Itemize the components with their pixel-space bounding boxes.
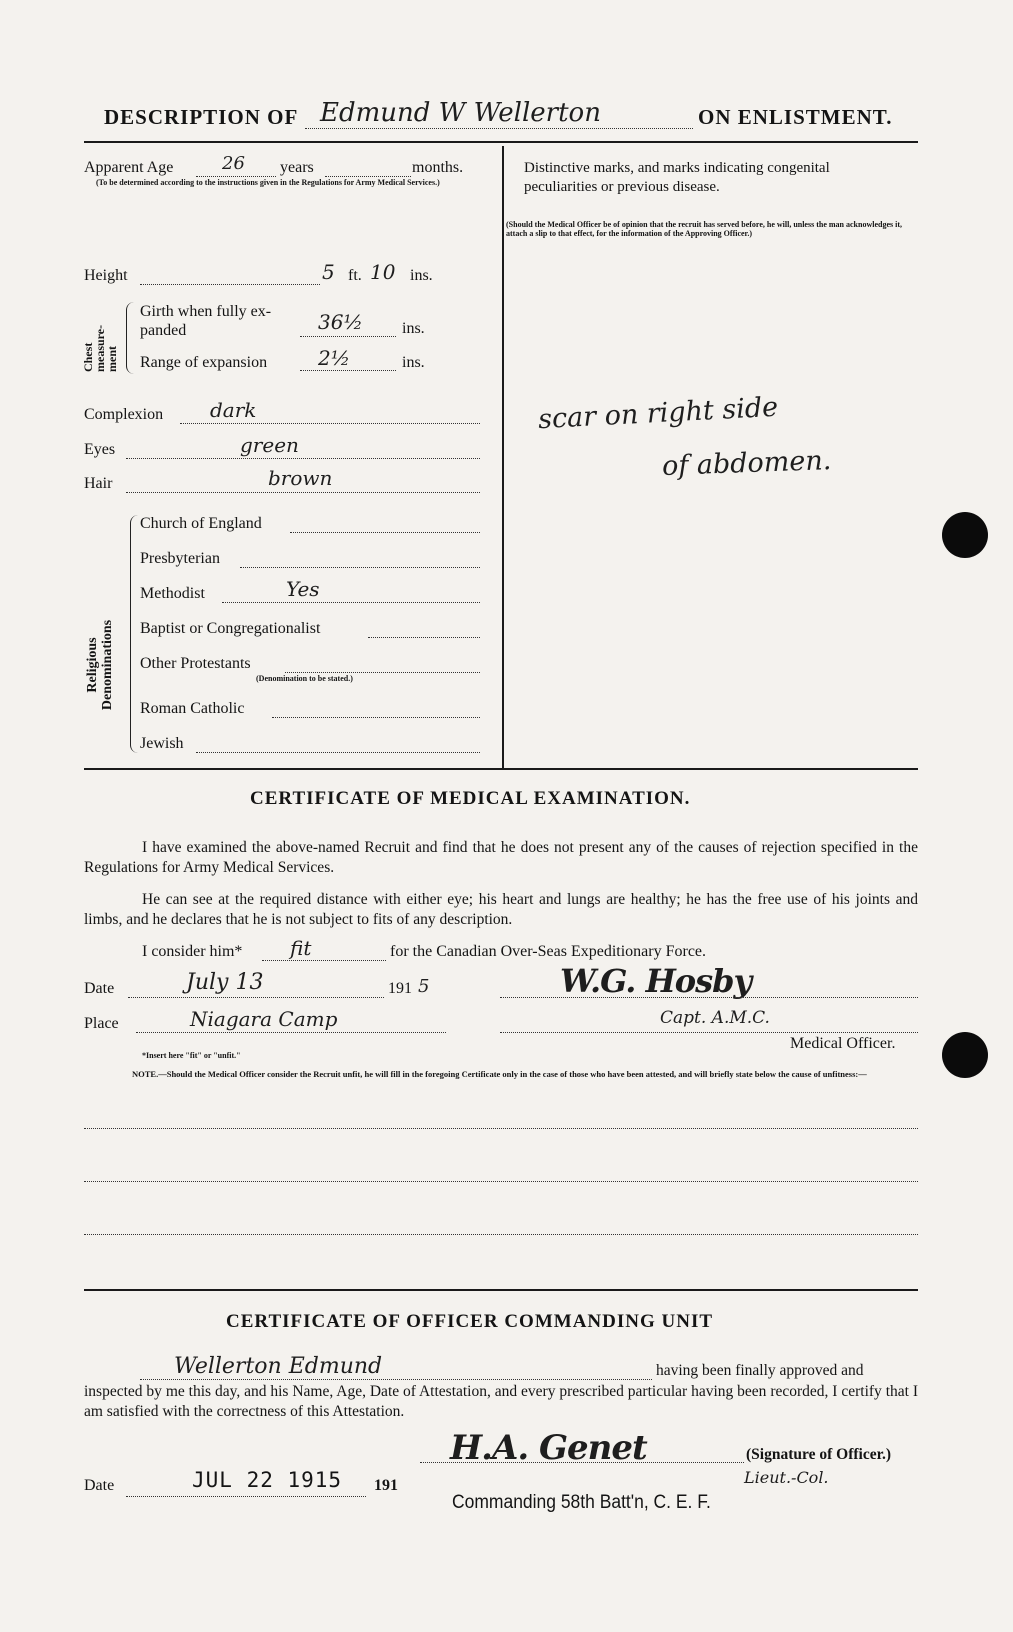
- consider-suffix: for the Canadian Over-Seas Expeditionary Force.: [390, 943, 707, 960]
- height-ft-label: ft.: [348, 267, 362, 284]
- commanding-date-label: Date: [84, 1477, 115, 1494]
- apparent-age-label: Apparent Age: [84, 159, 174, 176]
- insert-note: *Insert here "fit" or "unfit.": [142, 1051, 241, 1060]
- religion-line-4: [368, 637, 480, 638]
- consider-line: [262, 960, 386, 961]
- chest-measurement-label: Chest measure-ment: [81, 324, 119, 372]
- height-line: [140, 284, 320, 285]
- header-recruit-name: Edmund W Wellerton: [320, 98, 601, 128]
- religion-line-6: [272, 717, 480, 718]
- religion-line-5: [285, 672, 480, 673]
- unfitness-line-2: [84, 1181, 918, 1182]
- medical-date-line: [128, 997, 384, 998]
- age-note: (To be determined according to the instructions given in the Regulations for Army Medical Services.): [96, 178, 440, 187]
- medical-officer-label: Medical Officer.: [790, 1035, 896, 1052]
- medical-para1: I have examined the above-named Recruit and find that he does not present any of the causes of rejection specified in the Regulations for Army Medical Services.: [84, 839, 918, 876]
- religion-other-protestants: Other Protestants: [140, 655, 251, 672]
- religion-jewish: Jewish: [140, 735, 184, 752]
- girth-value: 36½: [318, 310, 363, 334]
- medical-rank-line: [500, 1032, 918, 1033]
- commanding-year-prefix: 191: [374, 1477, 398, 1494]
- eyes-line: [126, 458, 480, 459]
- religion-group-label: Religious Denominations: [85, 619, 115, 711]
- medical-date-label: Date: [84, 980, 115, 997]
- religion-brace: [130, 515, 139, 753]
- years-label: years: [280, 159, 314, 176]
- girth-line: [300, 336, 396, 337]
- girth-label: Girth when fully ex- panded: [140, 303, 272, 339]
- unfitness-line-3: [84, 1234, 918, 1235]
- header-name-line: [305, 128, 693, 129]
- distinctive-marks-line2: of abdomen.: [661, 445, 832, 482]
- column-divider: [502, 146, 504, 768]
- medical-date-value: July 13: [186, 970, 264, 995]
- consider-value: fit: [290, 936, 312, 960]
- hair-value: brown: [268, 466, 333, 490]
- medical-signature-line: [500, 997, 918, 998]
- girth-ins-label: ins.: [402, 320, 425, 337]
- religion-line-2: [240, 567, 480, 568]
- range-ins-label: ins.: [402, 354, 425, 371]
- commanding-date-line: [126, 1496, 366, 1497]
- religion-line-1: [290, 532, 480, 533]
- medical-officer-rank: Capt. A.M.C.: [660, 1008, 770, 1028]
- chest-brace: [126, 302, 135, 374]
- hair-line: [126, 492, 480, 493]
- consider-label: I consider him*: [142, 943, 243, 960]
- eyes-value: green: [240, 433, 299, 457]
- distinctive-marks-note: (Should the Medical Officer be of opinion that the recruit has served before, he will, unless the man acknowledges it, attach a slip to that effect, for the information of the Approving Officer.): [506, 220, 902, 238]
- complexion-label: Complexion: [84, 406, 164, 423]
- medical-year-value: 5: [418, 976, 430, 997]
- religion-roman-catholic: Roman Catholic: [140, 700, 245, 717]
- commanding-officer-rank: Lieut.-Col.: [744, 1468, 829, 1487]
- medical-para2: He can see at the required distance with either eye; his heart and lungs are healthy; he has the free use of his joints and limbs, and he declares that he is not subject to fits of any description.: [84, 891, 918, 928]
- denomination-note: (Denomination to be stated.): [256, 674, 353, 683]
- height-in-value: 10: [370, 260, 396, 284]
- commanding-text-line1-end: having been finally approved and: [656, 1362, 864, 1379]
- months-line: [325, 176, 411, 177]
- religion-church-of-england: Church of England: [140, 515, 262, 532]
- medical-place-label: Place: [84, 1015, 119, 1032]
- section-rule-commanding: [84, 1289, 918, 1291]
- medical-nota: NOTE.—Should the Medical Officer consider the Recruit unfit, he will fill in the foregoing Certificate only in the case of those who have been attested, and will briefly state below the cause of unfitness:—: [132, 1069, 867, 1079]
- commanding-text-rest: inspected by me this day, and his Name, Age, Date of Attestation, and every prescribed particular having been recorded, I certify that I am satisfied with the correctness of this Attestation.: [84, 1383, 918, 1420]
- commanding-title: CERTIFICATE OF OFFICER COMMANDING UNIT: [226, 1311, 714, 1332]
- commanding-name-line: [140, 1379, 652, 1380]
- commanding-unit-line: Commanding 58th Batt'n, C. E. F.: [452, 1492, 711, 1513]
- apparent-age-value: 26: [222, 153, 245, 174]
- commanding-signature-line: [420, 1462, 744, 1463]
- unfitness-line-1: [84, 1128, 918, 1129]
- hair-label: Hair: [84, 475, 113, 492]
- religion-methodist: Methodist: [140, 585, 205, 602]
- medical-year-prefix: 191: [388, 980, 412, 997]
- header-description-of: DESCRIPTION OF: [104, 105, 299, 129]
- range-label: Range of expansion: [140, 354, 268, 371]
- punch-hole-top: [942, 512, 988, 558]
- range-value: 2½: [318, 346, 351, 370]
- months-label: months.: [412, 159, 464, 176]
- medical-title: CERTIFICATE OF MEDICAL EXAMINATION.: [250, 788, 691, 809]
- religion-presbyterian: Presbyterian: [140, 550, 220, 567]
- religion-line-3: [222, 602, 480, 603]
- header-on-enlistment: ON ENLISTMENT.: [698, 105, 893, 129]
- complexion-line: [180, 423, 480, 424]
- header-rule: [84, 141, 918, 143]
- punch-hole-bottom: [942, 1032, 988, 1078]
- range-line: [300, 370, 396, 371]
- apparent-age-line: [196, 176, 276, 177]
- height-label: Height: [84, 267, 128, 284]
- religion-baptist: Baptist or Congregationalist: [140, 620, 321, 637]
- signature-of-officer-label: (Signature of Officer.): [746, 1446, 892, 1463]
- complexion-value: dark: [210, 398, 257, 422]
- commanding-date-stamp: JUL 22 1915: [192, 1468, 343, 1492]
- section-rule-medical: [84, 768, 918, 770]
- medical-place-line: [136, 1032, 446, 1033]
- eyes-label: Eyes: [84, 441, 116, 458]
- medical-place-value: Niagara Camp: [190, 1007, 338, 1031]
- commanding-recruit-name: Wellerton Edmund: [174, 1354, 383, 1379]
- height-ft-value: 5: [322, 260, 335, 284]
- distinctive-marks-label: Distinctive marks, and marks indicating congenital peculiarities or previous disease.: [524, 160, 830, 195]
- distinctive-marks-line1: scar on right side: [537, 391, 779, 436]
- religion-line-7: [196, 752, 480, 753]
- height-ins-label: ins.: [410, 267, 433, 284]
- commanding-officer-signature: H.A. Genet: [450, 1428, 647, 1468]
- medical-officer-signature: W.G. Hosby: [560, 962, 752, 1000]
- religion-methodist-value: Yes: [286, 577, 320, 601]
